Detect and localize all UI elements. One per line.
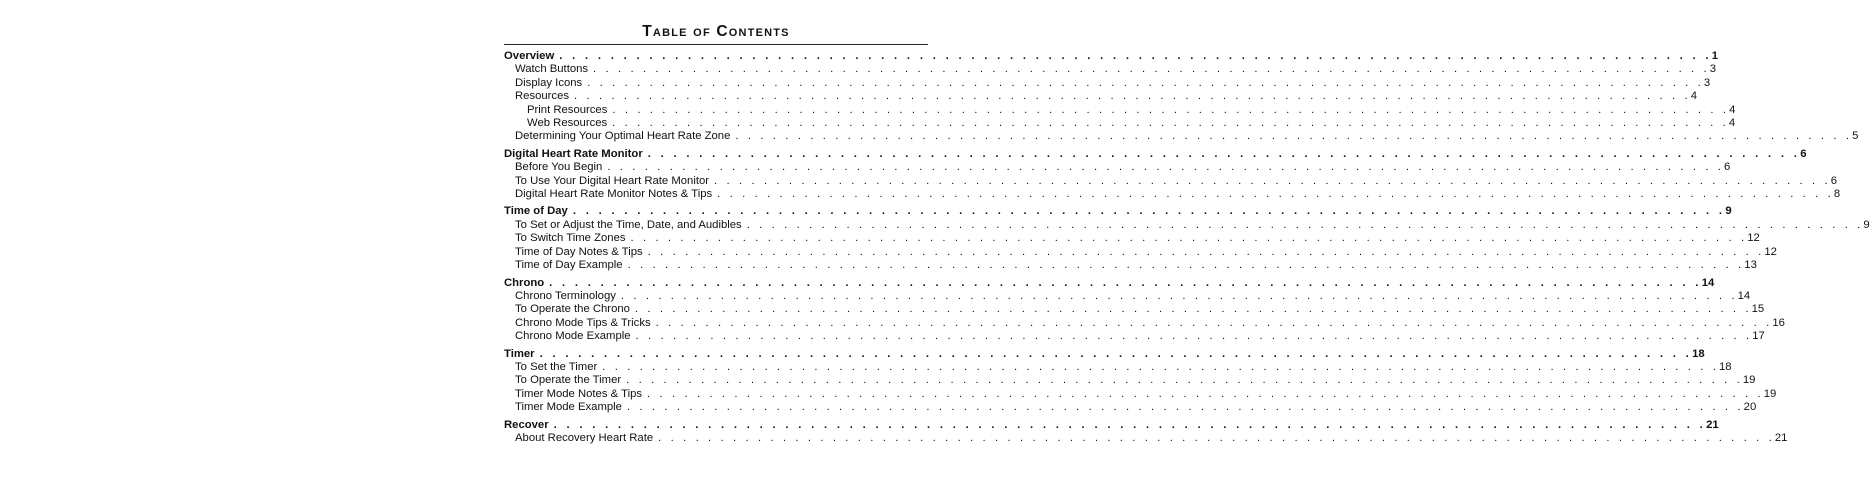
toc-entry-label: Determining Your Optimal Heart Rate Zone xyxy=(515,130,731,143)
toc-page-number: 5 xyxy=(1852,130,1859,143)
toc-leader-dots: . . . . . . . . . . . . . . . . . . . . . . . . . . . . . . . . . . . . . . . . . . . . . . . . . . . . . . . . . . . . . . . . . . . . . . . . . . . . . . . . . . . . . . . . . . xyxy=(630,232,1748,245)
toc-leader-dots: . . . . . . . . . . . . . . . . . . . . . . . . . . . . . . . . . . . . . . . . . . . . . . . . . . . . . . . . . . . . . . . . . . . . . . . . . . . . . . . . . . . . . . . . . . xyxy=(549,276,1702,289)
toc-page-number: 1 xyxy=(1711,50,1719,62)
toc-subentry[interactable] xyxy=(504,387,1777,401)
toc-leader-dots: . . . . . . . . . . . . . . . . . . . . . . . . . . . . . . . . . . . . . . . . . . . . . . . . . . . . . . . . . . . . . . . . . . . . . . . . . . . . . . . . . . . . . . . . . . xyxy=(634,303,1752,316)
toc-leader-dots: . . . . . . . . . . . . . . . . . . . . . . . . . . . . . . . . . . . . . . . . . . . . . . . . . . . . . . . . . . . . . . . . . . . . . . . . . . . . . . . . . . . . . . . . . . xyxy=(647,245,1765,258)
toc-page-number: 8 xyxy=(1833,188,1841,201)
toc-subentry[interactable] xyxy=(504,174,1838,188)
toc-page-number: 9 xyxy=(1863,218,1870,231)
toc-leader-dots: . . . . . . . . . . . . . . . . . . . . . . . . . . . . . . . . . . . . . . . . . . . . . . . . . . . . . . . . . . . . . . . . . . . . . . . . . . . . . . . . . . . . . . . . . . xyxy=(574,90,1691,103)
toc-leader-dots: . . . . . . . . . . . . . . . . . . . . . . . . . . . . . . . . . . . . . . . . . . . . . . . . . . . . . . . . . . . . . . . . . . . . . . . . . . . . . . . . . . . . . . . . . . xyxy=(735,130,1853,143)
toc-subentry[interactable] xyxy=(504,431,1788,445)
toc-entry-label: Before You Begin xyxy=(515,161,603,174)
toc-section-entry[interactable] xyxy=(504,276,1715,290)
toc-page-number: 3 xyxy=(1709,63,1717,76)
toc-subentry[interactable] xyxy=(504,303,1765,316)
toc-entry-label: Resources xyxy=(515,90,569,103)
toc-page-number: 3 xyxy=(1703,76,1711,89)
toc-subentry[interactable] xyxy=(504,289,1751,303)
toc-page-number: 21 xyxy=(1706,418,1719,431)
toc-page-number: 4 xyxy=(1729,103,1736,116)
toc-entry-label: To Operate the Timer xyxy=(515,374,622,387)
toc-page-number: 21 xyxy=(1774,431,1788,444)
toc-subentry[interactable] xyxy=(504,130,1859,143)
toc-entry-label: Web Resources xyxy=(527,117,608,130)
toc-section-entry[interactable] xyxy=(504,147,1807,161)
toc-subentry[interactable] xyxy=(504,90,1698,103)
toc-leader-dots: . . . . . . . . . . . . . . . . . . . . . . . . . . . . . . . . . . . . . . . . . . . . . . . . . . . . . . . . . . . . . . . . . . . . . . . . . . . . . . . . . . . . . . . . . . xyxy=(602,360,1719,373)
toc-page-number: 14 xyxy=(1737,289,1751,302)
toc-leader-dots: . . . . . . . . . . . . . . . . . . . . . . . . . . . . . . . . . . . . . . . . . . . . . . . . . . . . . . . . . . . . . . . . . . . . . . . . . . . . . . . . . . . . . . . . . . xyxy=(572,205,1726,218)
toc-page-number: 20 xyxy=(1743,401,1757,414)
toc-leader-dots: . . . . . . . . . . . . . . . . . . . . . . . . . . . . . . . . . . . . . . . . . . . . . . . . . . . . . . . . . . . . . . . . . . . . . . . . . . . . . . . . . . . . . . . . . . xyxy=(717,188,1834,201)
toc-subentry[interactable] xyxy=(504,374,1756,387)
toc-page-number: 4 xyxy=(1690,90,1698,103)
toc-page-number: 12 xyxy=(1747,232,1760,245)
toc-subentry[interactable] xyxy=(504,161,1731,174)
toc-page-number: 18 xyxy=(1692,347,1705,360)
table-of-contents xyxy=(504,22,1870,445)
toc-entry-label: To Set the Timer xyxy=(515,360,598,373)
toc-title: Table of Contents xyxy=(504,22,928,45)
toc-entry-label: Time of Day Example xyxy=(515,259,623,272)
toc-subentry[interactable] xyxy=(504,330,1765,343)
toc-page-number: 17 xyxy=(1752,330,1765,343)
toc-leader-dots: . . . . . . . . . . . . . . . . . . . . . . . . . . . . . . . . . . . . . . . . . . . . . . . . . . . . . . . . . . . . . . . . . . . . . . . . . . . . . . . . . . . . . . . . . . xyxy=(593,63,1710,76)
toc-page-number: 4 xyxy=(1728,117,1736,130)
toc-entry-label: Chrono Mode Tips & Tricks xyxy=(515,316,651,329)
toc-entry-label: To Set or Adjust the Time, Date, and Audibles xyxy=(515,218,742,231)
toc-entry-label: Timer Mode Notes & Tips xyxy=(515,387,643,400)
toc-entries xyxy=(504,45,1870,445)
toc-entry-label: Chrono Terminology xyxy=(515,289,616,302)
toc-leader-dots: . . . . . . . . . . . . . . . . . . . . . . . . . . . . . . . . . . . . . . . . . . . . . . . . . . . . . . . . . . . . . . . . . . . . . . . . . . . . . . . . . . . . . . . . . . xyxy=(627,259,1745,272)
toc-entry-label: Timer Mode Example xyxy=(515,401,622,414)
toc-entry-label: Print Resources xyxy=(527,103,608,116)
toc-entry-label: Digital Heart Rate Monitor xyxy=(504,147,643,160)
toc-leader-dots: . . . . . . . . . . . . . . . . . . . . . . . . . . . . . . . . . . . . . . . . . . . . . . . . . . . . . . . . . . . . . . . . . . . . . . . . . . . . . . . . . . . . . . . . . . xyxy=(626,401,1744,414)
toc-section-entry[interactable] xyxy=(504,205,1732,218)
toc-entry-label: Overview xyxy=(504,50,555,62)
toc-page-number: 19 xyxy=(1742,374,1756,387)
toc-leader-dots: . . . . . . . . . . . . . . . . . . . . . . . . . . . . . . . . . . . . . . . . . . . . . . . . . . . . . . . . . . . . . . . . . . . . . . . . . . . . . . . . . . . . . . . . . . xyxy=(539,347,1693,360)
toc-page-number: 12 xyxy=(1764,245,1777,258)
toc-subentry[interactable] xyxy=(504,245,1777,259)
toc-page-number: 6 xyxy=(1830,174,1838,187)
toc-leader-dots: . . . . . . . . . . . . . . . . . . . . . . . . . . . . . . . . . . . . . . . . . . . . . . . . . . . . . . . . . . . . . . . . . . . . . . . . . . . . . . . . . . . . . . . . . . xyxy=(746,218,1864,231)
toc-page-number: 9 xyxy=(1725,205,1732,218)
toc-subentry[interactable] xyxy=(504,188,1841,201)
toc-entry-label: To Switch Time Zones xyxy=(515,232,626,245)
toc-page-number: 13 xyxy=(1744,259,1757,272)
toc-entry-label: Time of Day Notes & Tips xyxy=(515,245,643,258)
toc-page-number: 6 xyxy=(1724,161,1731,174)
toc-section-entry[interactable] xyxy=(504,347,1705,361)
toc-page-number: 19 xyxy=(1763,387,1777,400)
toc-entry-label: Watch Buttons xyxy=(515,63,589,76)
toc-entry-label: To Use Your Digital Heart Rate Monitor xyxy=(515,174,710,187)
toc-leader-dots: . . . . . . . . . . . . . . . . . . . . . . . . . . . . . . . . . . . . . . . . . . . . . . . . . . . . . . . . . . . . . . . . . . . . . . . . . . . . . . . . . . . . . . . . . . xyxy=(626,374,1743,387)
toc-subentry[interactable] xyxy=(504,259,1757,272)
toc-leader-dots: . . . . . . . . . . . . . . . . . . . . . . . . . . . . . . . . . . . . . . . . . . . . . . . . . . . . . . . . . . . . . . . . . . . . . . . . . . . . . . . . . . . . . . . . . . xyxy=(620,289,1738,302)
toc-entry-label: Recover xyxy=(504,418,549,431)
toc-entry-label: About Recovery Heart Rate xyxy=(515,431,654,444)
toc-leader-dots: . . . . . . . . . . . . . . . . . . . . . . . . . . . . . . . . . . . . . . . . . . . . . . . . . . . . . . . . . . . . . . . . . . . . . . . . . . . . . . . . . . . . . . . . . . xyxy=(612,103,1730,116)
toc-page-number: 18 xyxy=(1718,360,1732,373)
toc-entry-label: To Operate the Chrono xyxy=(515,303,630,316)
toc-page-number: 15 xyxy=(1751,303,1765,316)
toc-subentry[interactable] xyxy=(504,232,1760,245)
toc-page-number: 6 xyxy=(1800,147,1807,160)
toc-subentry[interactable] xyxy=(504,218,1870,232)
toc-entry-label: Time of Day xyxy=(504,205,568,218)
toc-leader-dots: . . . . . . . . . . . . . . . . . . . . . . . . . . . . . . . . . . . . . . . . . . . . . . . . . . . . . . . . . . . . . . . . . . . . . . . . . . . . . . . . . . . . . . . . . . xyxy=(658,431,1775,444)
toc-subentry[interactable] xyxy=(504,76,1711,90)
toc-page-number: 16 xyxy=(1772,316,1785,329)
toc-section-entry[interactable] xyxy=(504,418,1719,432)
toc-leader-dots: . . . . . . . . . . . . . . . . . . . . . . . . . . . . . . . . . . . . . . . . . . . . . . . . . . . . . . . . . . . . . . . . . . . . . . . . . . . . . . . . . . . . . . . . . . xyxy=(647,147,1801,160)
toc-entry-label: Digital Heart Rate Monitor Notes & Tips xyxy=(515,188,713,201)
toc-leader-dots: . . . . . . . . . . . . . . . . . . . . . . . . . . . . . . . . . . . . . . . . . . . . . . . . . . . . . . . . . . . . . . . . . . . . . . . . . . . . . . . . . . . . . . . . . . xyxy=(647,387,1764,400)
toc-leader-dots: . . . . . . . . . . . . . . . . . . . . . . . . . . . . . . . . . . . . . . . . . . . . . . . . . . . . . . . . . . . . . . . . . . . . . . . . . . . . . . . . . . . . . . . . . . xyxy=(607,161,1725,174)
toc-leader-dots: . . . . . . . . . . . . . . . . . . . . . . . . . . . . . . . . . . . . . . . . . . . . . . . . . . . . . . . . . . . . . . . . . . . . . . . . . . . . . . . . . . . . . . . . . . xyxy=(655,316,1773,329)
toc-leader-dots: . . . . . . . . . . . . . . . . . . . . . . . . . . . . . . . . . . . . . . . . . . . . . . . . . . . . . . . . . . . . . . . . . . . . . . . . . . . . . . . . . . . . . . . . . . xyxy=(635,330,1753,343)
toc-subentry[interactable] xyxy=(504,117,1736,130)
toc-entry-label: Timer xyxy=(504,347,535,360)
toc-subentry[interactable] xyxy=(504,103,1736,117)
toc-entry-label: Chrono xyxy=(504,276,545,289)
toc-leader-dots: . . . . . . . . . . . . . . . . . . . . . . . . . . . . . . . . . . . . . . . . . . . . . . . . . . . . . . . . . . . . . . . . . . . . . . . . . . . . . . . . . . . . . . . . . . xyxy=(553,418,1707,431)
toc-leader-dots: . . . . . . . . . . . . . . . . . . . . . . . . . . . . . . . . . . . . . . . . . . . . . . . . . . . . . . . . . . . . . . . . . . . . . . . . . . . . . . . . . . . . . . . . . . xyxy=(587,76,1704,89)
toc-subentry[interactable] xyxy=(504,316,1785,330)
toc-subentry[interactable] xyxy=(504,401,1757,414)
toc-section-entry[interactable] xyxy=(504,50,1719,63)
toc-entry-label: Chrono Mode Example xyxy=(515,330,631,343)
toc-page-number: 14 xyxy=(1701,276,1715,289)
toc-leader-dots: . . . . . . . . . . . . . . . . . . . . . . . . . . . . . . . . . . . . . . . . . . . . . . . . . . . . . . . . . . . . . . . . . . . . . . . . . . . . . . . . . . . . . . . . . . xyxy=(714,174,1831,187)
toc-leader-dots: . . . . . . . . . . . . . . . . . . . . . . . . . . . . . . . . . . . . . . . . . . . . . . . . . . . . . . . . . . . . . . . . . . . . . . . . . . . . . . . . . . . . . . . . . . xyxy=(612,117,1729,130)
toc-entry-label: Display Icons xyxy=(515,76,583,89)
toc-subentry[interactable] xyxy=(504,63,1717,76)
toc-subentry[interactable] xyxy=(504,360,1732,374)
toc-leader-dots: . . . . . . . . . . . . . . . . . . . . . . . . . . . . . . . . . . . . . . . . . . . . . . . . . . . . . . . . . . . . . . . . . . . . . . . . . . . . . . . . . . . . . . . . . . xyxy=(559,50,1712,62)
